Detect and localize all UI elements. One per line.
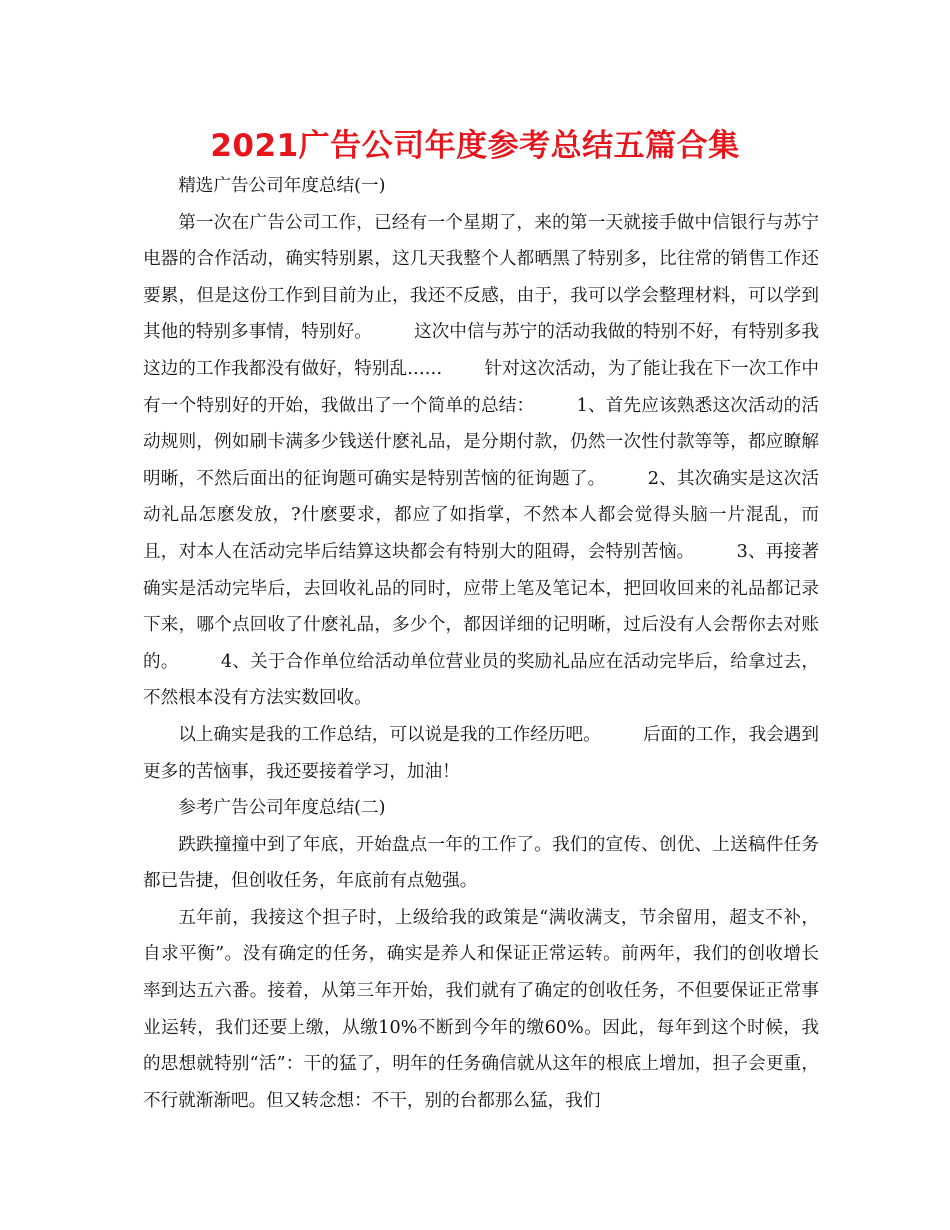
section1-paragraph-1: [143, 205, 819, 717]
text-run: 针对这次活动，为了能让我在下一次工作中有一个特别好的开始，我做出了一个简单的总结：: [143, 358, 819, 416]
section2-paragraph-2: 五年前，我接这个担子时，上级给我的政策是“满收满支，节余留用，超支不补，自求平衡”。没有确定的任务，确实是养人和保证正常运转。前两年，我们的创收增长率到达五六番。接着，从第三年开始，我们就有了确定的创收任务，不但要保证正常事业运转，我们还要上缴，从缴10%不断到今年的缴60%。因此，每年到这个时候，我的思想就特别“活”：干的猛了，明年的任务确信就从这年的根底上增加，担子会更重，不行就渐渐吧。但又转念想：不干，别的台都那么猛，我们: [143, 907, 819, 1111]
text-run: 4、关于合作单位给活动单位营业员的奖励礼品应在活动完毕后，给拿过去，不然根本没有方法实数回收。: [143, 651, 819, 709]
text-run: 这次中信与苏宁的活动我做的特别不好，有特别多我这边的工作我都没有做好，特别乱……: [143, 322, 819, 379]
text-run: 1、首先应该熟悉这次活动的活动规则，例如刷卡满多少钱送什麽礼品，是分期付款，仍然一次性付款等等，都应瞭解明晰，不然后面出的征询题可确实是特别苦恼的征询题了。: [143, 395, 819, 489]
text-run: 3、再接著确实是活动完毕后，去回收礼品的同时，应带上笔及笔记本，把回收回来的礼品都记录下来，哪个点回收了什麽礼品，多少个，都因详细的记明晰，过后没有人会帮你去对账的。: [143, 541, 819, 672]
section2-paragraph-1: 跌跌撞撞中到了年底，开始盘点一年的工作了。我们的宣传、创优、上送稿件任务都已告捷，但创收任务，年底前有点勉强。: [143, 834, 819, 892]
text-run: 以上确实是我的工作总结，可以说是我的工作经历吧。: [178, 724, 601, 745]
document-body: [143, 168, 819, 1119]
text-run: 后面的工作，我会遇到更多的苦恼事，我还要接着学习，加油！: [143, 724, 819, 782]
section-heading-1: 精选广告公司年度总结(一): [178, 176, 386, 196]
text-run: 第一次在广告公司工作，已经有一个星期了，来的第一天就接手做中信银行与苏宁电器的合作活动，确实特别累，这几天我整个人都晒黑了特别多，比往常的销售工作还要累，但是这份工作到目前为止，我还不反感，由于，我可以学会整理材料，可以学到其他的特别多事情，特别好。: [143, 212, 819, 343]
text-run: 2、其次确实是这次活动礼品怎麽发放，?什麽要求，都应了如指掌，不然本人都会觉得头脑一片混乱，而且，对本人在活动完毕后结算这块都会有特别大的阻碍，会特别苦恼。: [143, 468, 819, 562]
document-title: 2021广告公司年度参考总结五篇合集: [210, 128, 740, 164]
section1-paragraph-2: [143, 717, 819, 790]
section-heading-2: 参考广告公司年度总结(二): [178, 798, 386, 819]
